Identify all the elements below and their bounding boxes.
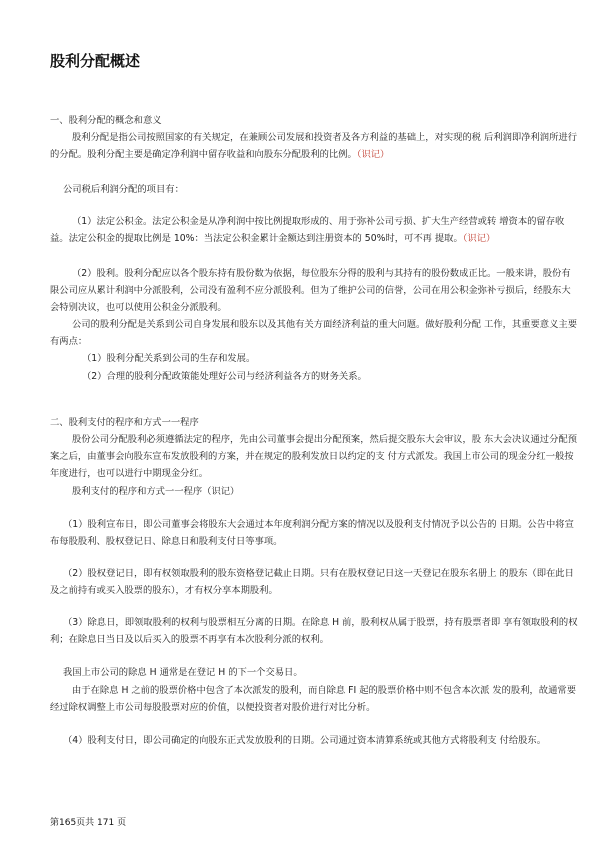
section2-paragraph3: 我国上市公司的除息 H 通常是在登记 H 的下一个交易日。	[63, 667, 303, 678]
section1-point1: （1）股利分配关系到公司的生存和发展。	[82, 353, 256, 364]
section1-item1-text: （1）法定公积金。法定公积金是从净利润中按比例提取形成的、用于弥补公司亏损、扩大生产经营或转 增资本的留存收益。法定公积金的提取比例是 10%：当法定公积金累计金额达到注册资本的 50%时，可不再 提取。	[50, 216, 565, 244]
section2-paragraph4: 由于在除息 H 之前的股票价格中包含了本次派发的股利，而自除息 FI 起的股票价格中则不包含本次派 发的股利，故通常要经过除权调整上市公司每股股票对应的价值，以便投资者对股价进行对比分析。	[50, 685, 576, 713]
section1-item2: （2）股利。股利分配应以各个股东持有股份数为依据，每位股东分得的股利与其持有的股份数成正比。一般来讲，股份有限公司应从累计利润中分派股利，公司没有盈利不应分派股利。但为了维护公司的信誉，公司在用公积金弥补亏损后，经股东大会特别决议，也可以使用公积金分派股利。	[50, 268, 571, 313]
memorize-note: （识记）	[356, 149, 390, 160]
section2-heading: 二、股利支付的程序和方式一一程序	[50, 417, 199, 428]
section2-item4: （4）股利支付日，即公司确定的向股东正式发放股利的日期。公司通过资本清算系统或其他方式将股利支 付给股东。	[63, 735, 547, 746]
section1-paragraph3: 公司的股利分配是关系到公司自身发展和股东以及其他有关方面经济利益的重大问题。做好股利分配 工作，其重要意义主要有两点：	[50, 319, 577, 347]
page-footer: 第165页共 171 页	[50, 818, 127, 828]
section1-paragraph2: 公司税后利润分配的项目有：	[63, 184, 184, 195]
section1-item1	[50, 213, 578, 247]
section2-paragraph1: 股份公司分配股利必须遵循法定的程序，先由公司董事会提出分配预案，然后提交股东大会审议，股 东大会决议通过分配预案之后，由董事会向股东宣布发放股利的方案，并在规定的股利发放日以约定的支 付方式派发。我国上市公司的现金分红一般按年度进行，也可以进行中期现金分红。	[50, 434, 577, 479]
section2-paragraph2: 股利支付的程序和方式一一程序（识记）	[72, 486, 240, 497]
section2-item2: （2）股权登记日，即有权领取股利的股东资格登记截止日期。只有在股权登记日这一天登记在股东名册上 的股东（即在此日及之前持有或买入股票的股东），才有权分享本期股利。	[50, 568, 574, 596]
section2-item1: （1）股利宣布日，即公司董事会将股东大会通过本年度利润分配方案的情况以及股利支付情况予以公告的 日期。公告中将宣布每股股利、股权登记日、除息日和股利支付日等事项。	[50, 519, 574, 547]
section1-paragraph1-text: 股利分配是指公司按照国家的有关规定，在兼顾公司发展和投资者及各方利益的基础上，对实现的税 后利润即净利润所进行的分配。股利分配主要是确定净利润中留存收益和向股东分配股利的比例。	[50, 132, 577, 160]
section1-paragraph1	[50, 129, 578, 163]
section2-item3: （3）除息日，即领取股利的权利与股票相互分离的日期。在除息 H 前，股利权从属于股票，持有股票者即 享有领取股利的权利；在除息日当日及以后买入的股票不再享有本次股利分派的权利。	[50, 617, 578, 645]
page-title: 股利分配概述	[50, 52, 141, 70]
section1-heading: 一、股利分配的概念和意义	[50, 115, 162, 126]
section1-point2: （2）合理的股利分配政策能处理好公司与经济利益各方的财务关系。	[82, 371, 367, 382]
memorize-note: （识记）	[462, 233, 496, 244]
